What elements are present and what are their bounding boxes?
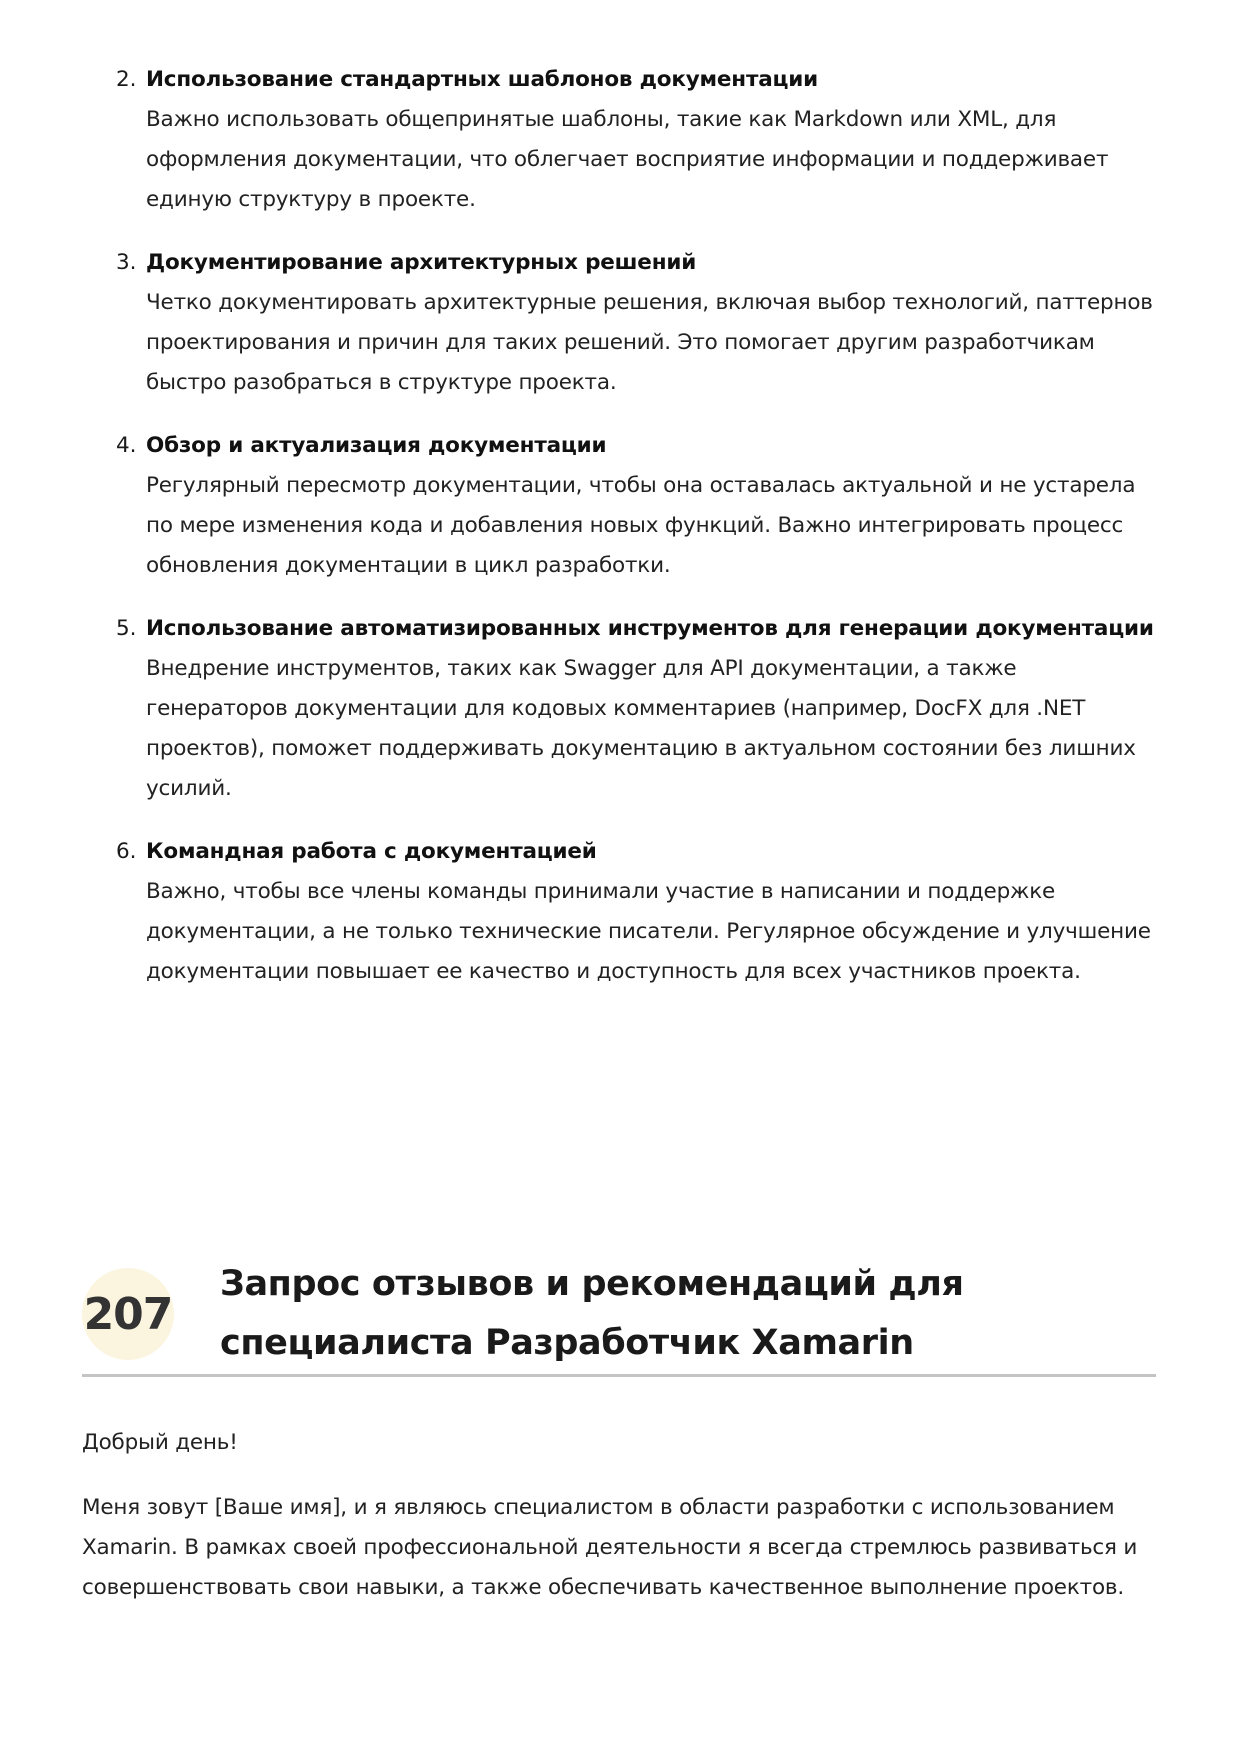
section-number-badge: 207: [82, 1268, 174, 1360]
list-item: [116, 426, 1156, 586]
list-item-body: Важно использовать общепринятые шаблоны, такие как Markdown или XML, для оформления документации, что облегчает восприятие информации и поддерживает единую структуру в проекте.: [146, 107, 1109, 212]
section-title: Запрос отзывов и рекомендаций для специалиста Разработчик Xamarin: [220, 1264, 964, 1363]
recommendations-list: [116, 60, 1156, 1015]
list-item: [116, 243, 1156, 403]
list-item-number: 4.: [116, 433, 137, 458]
greeting-paragraph: Добрый день!: [82, 1430, 238, 1455]
list-item-body: Внедрение инструментов, таких как Swagger для API документации, а также генераторов документации для кодовых комментариев (например, DocFX для .NET проектов), поможет поддерживать документацию в актуальном состоянии без лишних усилий.: [146, 656, 1136, 801]
list-item-number: 6.: [116, 839, 137, 864]
list-item-body: Важно, чтобы все члены команды принимали участие в написании и поддержке документации, а не только технические писатели. Регулярное обсуждение и улучшение документации повышает ее качество и доступность для всех участников проекта.: [146, 879, 1151, 984]
list-item-title: Обзор и актуализация документации: [146, 433, 607, 458]
list-item: [116, 609, 1156, 809]
list-item: [116, 832, 1156, 992]
list-item-number: 3.: [116, 250, 137, 275]
list-item-body: Четко документировать архитектурные решения, включая выбор технологий, паттернов проектирования и причин для таких решений. Это помогает другим разработчикам быстро разобраться в структуре проекта.: [146, 290, 1153, 395]
list-item-title: Использование автоматизированных инструментов для генерации документации: [146, 616, 1154, 641]
intro-paragraph: Меня зовут [Ваше имя], и я являюсь специалистом в области разработки с использованием Xamarin. В рамках своей профессиональной деятельности я всегда стремлюсь развиваться и совершенствовать свои навыки, а также обеспечивать качественное выполнение проектов.: [82, 1495, 1138, 1600]
list-item-number: 2.: [116, 67, 137, 92]
list-item-number: 5.: [116, 616, 137, 641]
list-item: [116, 60, 1156, 220]
list-item-title: Документирование архитектурных решений: [146, 250, 697, 275]
list-item-body: Регулярный пересмотр документации, чтобы она оставалась актуальной и не устарела по мере изменения кода и добавления новых функций. Важно интегрировать процесс обновления документации в цикл разработки.: [146, 473, 1136, 578]
list-item-title: Использование стандартных шаблонов документации: [146, 67, 818, 92]
section-header: [82, 1245, 1156, 1377]
list-item-title: Командная работа с документацией: [146, 839, 597, 864]
